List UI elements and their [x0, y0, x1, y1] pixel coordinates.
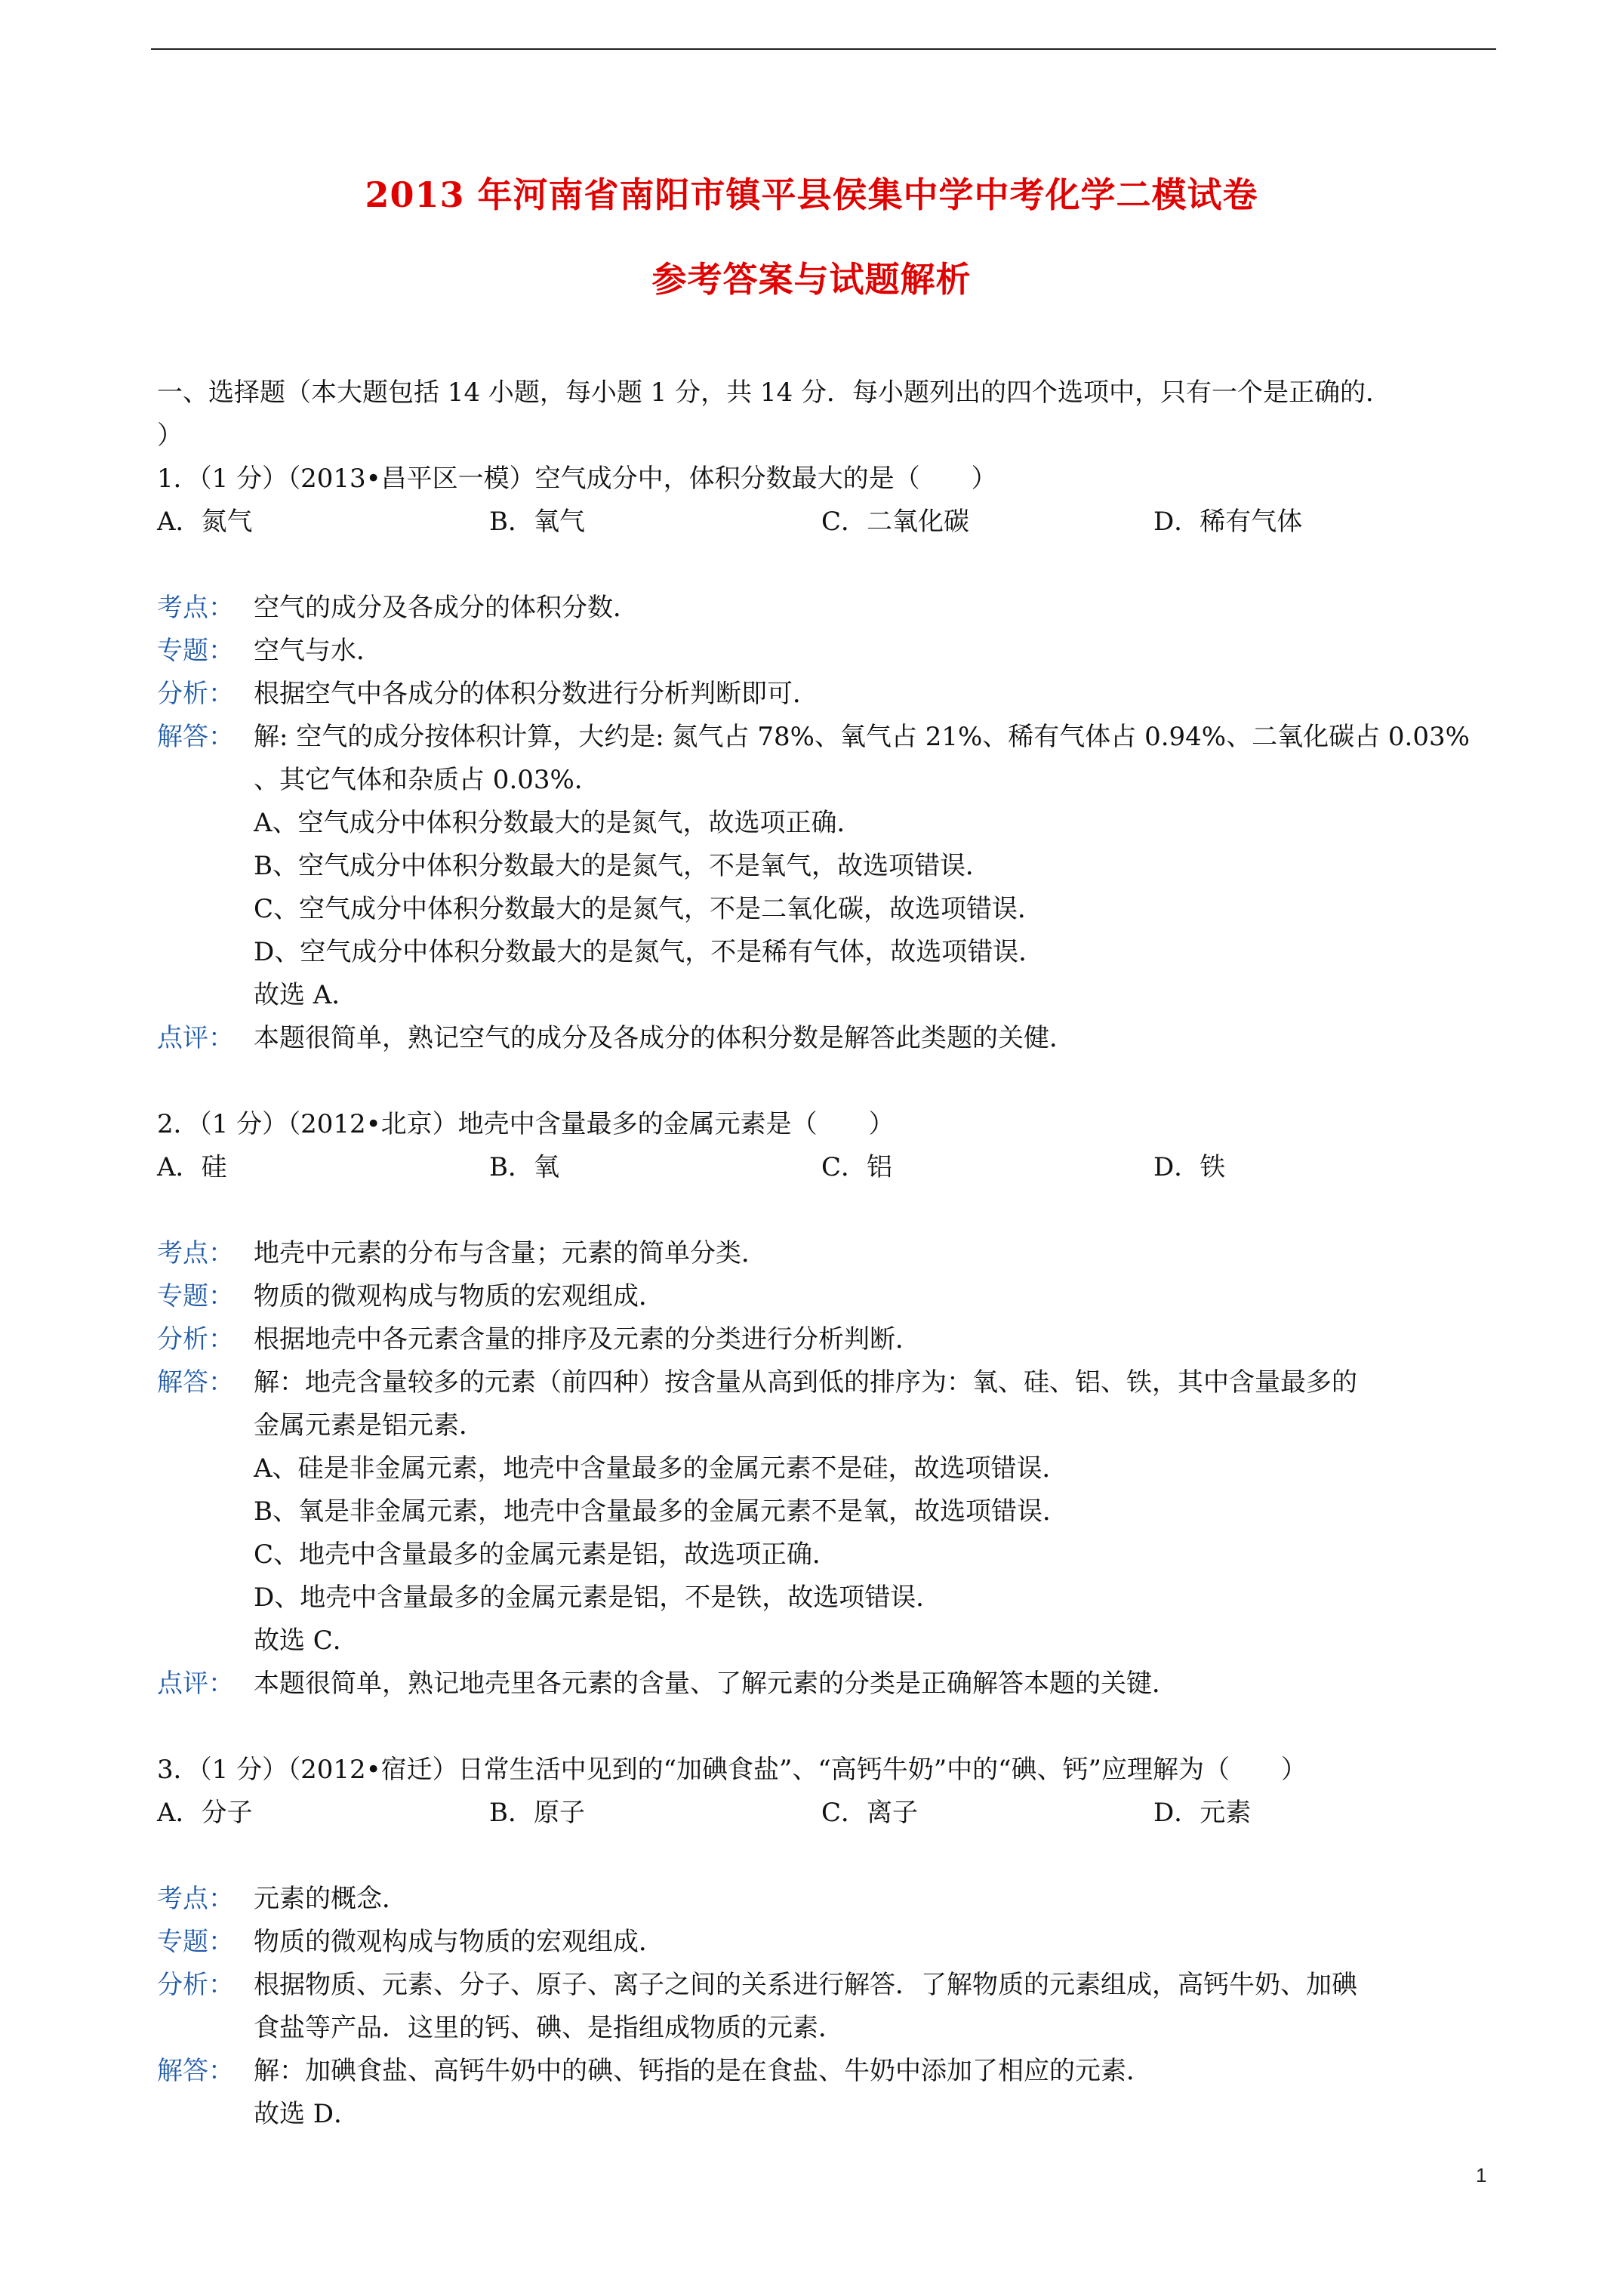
q1-dianping-row	[157, 1017, 1501, 1060]
q3-kaodian-row	[157, 1878, 1501, 1921]
q2-zhuanti-row	[157, 1275, 1501, 1318]
question-3-options	[157, 1792, 1501, 1835]
q1-fenxi-row	[157, 673, 1501, 716]
option: A．硅	[157, 1152, 227, 1182]
q2-fenxi-row	[157, 1318, 1501, 1361]
q2-zhuanti: 物质的微观构成与物质的宏观组成．	[254, 1281, 664, 1311]
question-2-stem: 2．（1 分）（2012•北京）地壳中含量最多的金属元素是（ ）	[157, 1109, 895, 1139]
q2-fenxi: 根据地壳中各元素含量的排序及元素的分类进行分析判断．	[254, 1324, 921, 1354]
q1-jieda-line: A、空气成分中体积分数最大的是氮气，故选项正确．	[254, 808, 863, 838]
page-number: 1	[1476, 2164, 1487, 2187]
document-subtitle: 参考答案与试题解析	[651, 259, 972, 300]
section-heading: 一、选择题（本大题包括 14 小题，每小题 1 分，共 14 分．每小题列出的四个选项中，只有一个是正确的．	[157, 378, 1392, 408]
q1-jieda-line: 、其它气体和杂质占 0.03%．	[254, 765, 600, 795]
q3-zhuanti-row	[157, 1921, 1501, 1964]
q3-fenxi-line: 食盐等产品．这里的钙、碘、是指组成物质的元素．	[254, 2013, 844, 2043]
q1-jieda-line: C、空气成分中体积分数最大的是氮气，不是二氧化碳，故选项错误．	[254, 894, 1044, 924]
q2-jieda-line: D、地壳中含量最多的金属元素是铝，不是铁，故选项错误．	[254, 1583, 942, 1613]
option: C．离子	[821, 1798, 919, 1828]
q2-jieda-line: 故选 C．	[254, 1626, 359, 1656]
option: D．元素	[1153, 1798, 1252, 1828]
jieda-label: 解答：	[157, 2056, 234, 2086]
zhuanti-label: 专题：	[157, 636, 234, 666]
question-3-stem: 3．（1 分）（2012•宿迁）日常生活中见到的“加碘食盐”、“高钙牛奶”中的“碘、钙”应理解为（ ）	[157, 1755, 1307, 1785]
q1-kaodian: 空气的成分及各成分的体积分数．	[254, 593, 639, 623]
q1-jieda-line: 故选 A．	[254, 980, 358, 1010]
zhuanti-label: 专题：	[157, 1927, 234, 1957]
q2-jieda-line: C、地壳中含量最多的金属元素是铝，故选项正确．	[254, 1539, 839, 1570]
q2-jieda-line: B、氧是非金属元素，地壳中含量最多的金属元素不是氧，故选项错误．	[254, 1496, 1068, 1527]
question-1-options	[157, 501, 1501, 544]
question-2-options	[157, 1146, 1501, 1189]
document-body	[157, 371, 1501, 2136]
q2-jieda-line: 金属元素是铝元素．	[254, 1410, 485, 1441]
option: A．分子	[157, 1798, 253, 1828]
option: D．铁	[1153, 1152, 1226, 1182]
option: B．氧	[489, 1152, 559, 1182]
q2-dianping: 本题很简单，熟记地壳里各元素的含量、了解元素的分类是正确解答本题的关键．	[254, 1669, 1178, 1699]
jieda-label: 解答：	[157, 1367, 234, 1398]
question-1-stem: 1．（1 分）（2013•昌平区一模）空气成分中，体积分数最大的是（ ）	[157, 464, 997, 494]
fenxi-label: 分析：	[157, 679, 234, 709]
document-title: 2013 年河南省南阳市镇平县侯集中学中考化学二模试卷	[365, 174, 1258, 215]
q2-jieda-line: 解：地壳含量较多的元素（前四种）按含量从高到低的排序为：氧、硅、铝、铁，其中含量最多的	[254, 1367, 1357, 1398]
option: A．氮气	[157, 507, 253, 537]
q2-kaodian: 地壳中元素的分布与含量；元素的简单分类．	[254, 1238, 767, 1268]
q3-jieda-line: 解：加碘食盐、高钙牛奶中的碘、钙指的是在食盐、牛奶中添加了相应的元素．	[254, 2056, 1152, 2086]
q1-dianping: 本题很简单，熟记空气的成分及各成分的体积分数是解答此类题的关健．	[254, 1023, 1075, 1053]
top-rule	[151, 48, 1496, 50]
dianping-label: 点评：	[157, 1669, 234, 1699]
option: C．铝	[821, 1152, 893, 1182]
q3-jieda-row	[157, 2050, 1501, 2093]
q2-jieda-row	[157, 1361, 1501, 1404]
jieda-label: 解答：	[157, 722, 234, 752]
fenxi-label: 分析：	[157, 1324, 234, 1354]
q1-fenxi: 根据空气中各成分的体积分数进行分析判断即可．	[254, 679, 818, 709]
kaodian-label: 考点：	[157, 1884, 234, 1914]
q2-kaodian-row	[157, 1232, 1501, 1275]
q3-jieda-line: 故选 D．	[254, 2099, 360, 2129]
fenxi-label: 分析：	[157, 1970, 234, 2000]
q3-fenxi-row	[157, 1964, 1501, 2007]
kaodian-label: 考点：	[157, 1238, 234, 1268]
dianping-label: 点评：	[157, 1023, 234, 1053]
q1-jieda-line: D、空气成分中体积分数最大的是氮气，不是稀有气体，故选项错误．	[254, 937, 1045, 967]
zhuanti-label: 专题：	[157, 1281, 234, 1311]
option: B．原子	[489, 1798, 585, 1828]
q3-kaodian: 元素的概念．	[254, 1884, 408, 1914]
q1-jieda-line: 解: 空气的成分按体积计算，大约是: 氮气占 78%、氧气占 21%、稀有气体占 0.94%、二氧化碳占 0.03%	[254, 722, 1470, 752]
q2-jieda-line: A、硅是非金属元素，地壳中含量最多的金属元素不是硅，故选项错误．	[254, 1453, 1068, 1484]
q1-kaodian-row	[157, 587, 1501, 630]
q1-zhuanti: 空气与水．	[254, 636, 382, 666]
option: B．氧气	[489, 507, 585, 537]
q1-jieda-line: B、空气成分中体积分数最大的是氮气，不是氧气，故选项错误．	[254, 851, 991, 881]
kaodian-label: 考点：	[157, 593, 234, 623]
section-heading-cont: ）	[157, 421, 183, 451]
q1-jieda-row	[157, 716, 1501, 759]
q3-fenxi-line: 根据物质、元素、分子、原子、离子之间的关系进行解答．了解物质的元素组成，高钙牛奶、加碘	[254, 1970, 1357, 2000]
q3-zhuanti: 物质的微观构成与物质的宏观组成．	[254, 1927, 664, 1957]
option: C．二氧化碳	[821, 507, 970, 537]
q2-dianping-row	[157, 1663, 1501, 1706]
q1-zhuanti-row	[157, 630, 1501, 673]
option: D．稀有气体	[1153, 507, 1303, 537]
